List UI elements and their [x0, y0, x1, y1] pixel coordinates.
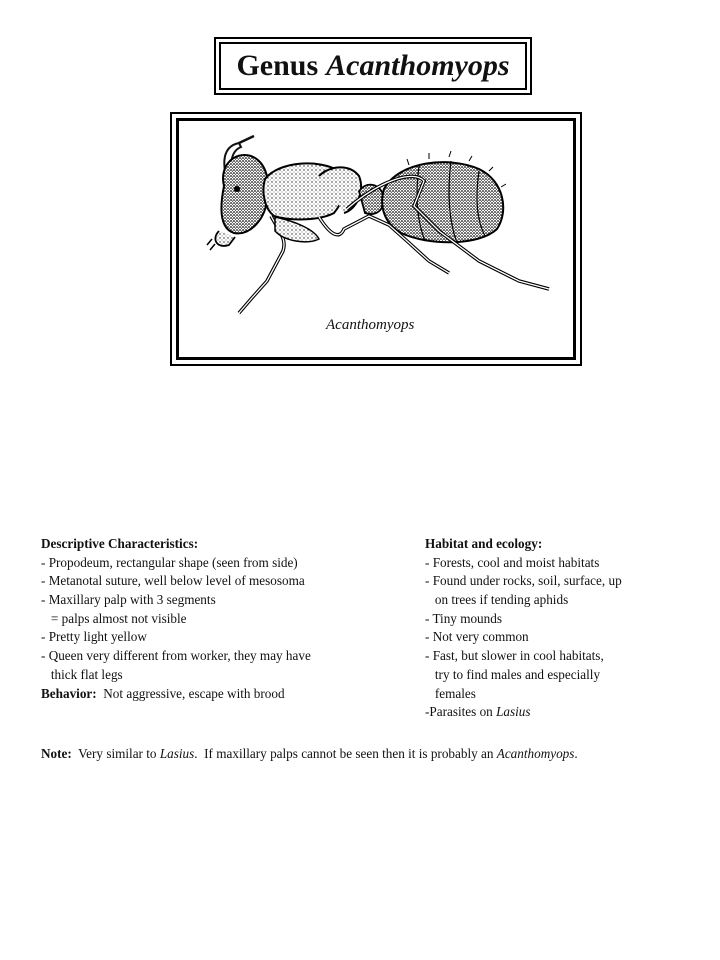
note-lasius: Lasius — [159, 746, 195, 761]
descriptive-line: - Propodeum, rectangular shape (seen from side) — [41, 554, 298, 570]
habitat-line: - Forests, cool and moist habitats — [425, 554, 600, 570]
habitat-line: on trees if tending aphids — [425, 592, 569, 608]
descriptive-line: thick flat legs — [41, 666, 123, 682]
descriptive-line: = palps almost not visible — [41, 610, 187, 626]
parasite-line — [425, 703, 622, 722]
note-text-3: . — [574, 746, 578, 761]
descriptive-line: - Pretty light yellow — [41, 629, 147, 645]
descriptive-line: - Queen very different from worker, they may have — [41, 648, 311, 664]
note-genus: Acanthomyops — [496, 746, 575, 761]
descriptive-heading: Descriptive Characteristics: — [41, 536, 199, 551]
habitat-line: - Fast, but slower in cool habitats, — [425, 648, 604, 664]
note-line — [41, 745, 578, 764]
parasite-host: Lasius — [496, 704, 531, 720]
note-label: Note: — [41, 746, 72, 761]
title-genus-word: Genus — [236, 49, 319, 82]
figure-frame — [170, 112, 582, 366]
behavior-text: Not aggressive, escape with brood — [103, 685, 285, 701]
habitat-heading: Habitat and ecology: — [425, 536, 543, 551]
page-title — [219, 42, 527, 90]
habitat-line: try to find males and especially — [425, 666, 601, 682]
title-box — [214, 37, 532, 95]
behavior-label: Behavior: — [41, 685, 97, 701]
habitat-section — [425, 535, 622, 722]
title-genus-name: Acanthomyops — [326, 49, 510, 82]
figure-panel — [176, 118, 576, 360]
note-text-1: Very similar to — [78, 746, 160, 761]
habitat-line: - Not very common — [425, 629, 529, 645]
descriptive-line: - Metanotal suture, well below level of mesosoma — [41, 573, 305, 589]
habitat-line: - Tiny mounds — [425, 610, 502, 626]
habitat-line: females — [425, 685, 476, 701]
figure-caption: Acanthomyops — [326, 317, 415, 333]
note-text-2: . If maxillary palps cannot be seen then it is probably an — [194, 746, 497, 761]
behavior-line — [41, 685, 311, 704]
parasite-prefix: -Parasites on — [425, 704, 497, 720]
habitat-line: - Found under rocks, soil, surface, up — [425, 573, 622, 589]
descriptive-section — [41, 535, 311, 703]
descriptive-line: - Maxillary palp with 3 segments — [41, 592, 216, 608]
